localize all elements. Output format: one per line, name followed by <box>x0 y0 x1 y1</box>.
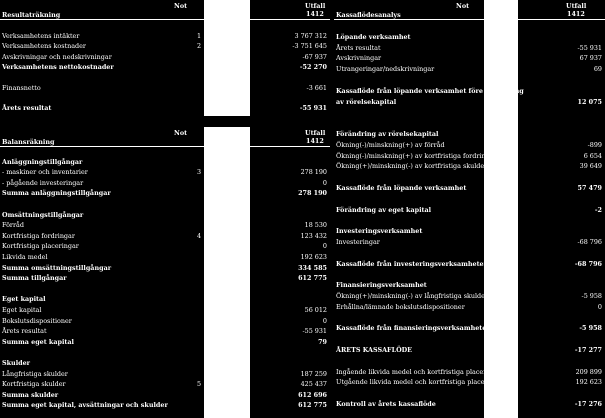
balance-sheet-row-label: Kortfristiga placeringar <box>2 242 79 251</box>
balance-sheet-row-value: 56 012 <box>304 306 327 314</box>
cash-flow-row-label: Utgående likvida medel och kortfristiga placeringar <box>336 378 505 387</box>
balance-sheet-row-value: 334 585 <box>298 263 327 272</box>
income-statement-row-label: Årets resultat <box>2 104 52 113</box>
income-statement-row-note: 1 <box>197 32 202 40</box>
balance-sheet-row-label: Summa eget kapital <box>2 337 74 346</box>
cash-flow-row <box>334 206 605 214</box>
cash-flow-row-label: Ökning(+)/minskning(-) av långfristiga skulder <box>336 292 488 300</box>
balance-sheet-row <box>0 327 330 335</box>
income-statement-row-label: Verksamhetens kostnader <box>2 42 86 51</box>
balance-sheet-row <box>0 285 330 293</box>
cash-flow-row <box>334 22 605 30</box>
income-statement-row-label: Verksamhetens intäkter <box>2 32 80 40</box>
cash-flow-row-value: 209 899 <box>575 367 602 376</box>
income-statement-row <box>0 94 330 102</box>
balance-sheet-row-value: 0 <box>322 178 327 187</box>
cash-flow-row-label: ÅRETS KASSAFLÖDE <box>336 346 413 354</box>
balance-sheet-title: Balansräkning <box>2 138 55 146</box>
income-statement-row-value: -67 937 <box>302 52 327 61</box>
cash-flow-row <box>334 249 605 257</box>
cash-flow-row <box>334 76 605 84</box>
income-statement-row <box>0 84 330 92</box>
balance-sheet-row-label: Anläggningstillgångar <box>2 157 83 166</box>
cash-flow-row-value: 67 937 <box>579 54 602 63</box>
balance-sheet-row-value: -55 931 <box>302 327 327 336</box>
income-statement-row <box>0 104 330 112</box>
balance-sheet-row-value: 612 696 <box>298 390 327 399</box>
cash-flow-row-label: Kontroll av årets kassaflöde <box>336 400 436 408</box>
balance-sheet-row-label: Likvida medel <box>2 253 48 261</box>
balance-sheet-row-value: 612 775 <box>298 274 327 283</box>
cash-flow-row-label: Förändring av eget kapital <box>336 205 432 214</box>
cash-flow-row <box>334 260 605 268</box>
income-statement-row <box>0 73 330 81</box>
cash-flow-header-line <box>334 19 605 20</box>
balance-sheet-row <box>0 242 330 250</box>
cash-flow-rows <box>334 22 605 416</box>
balance-sheet-row-label: Årets resultat <box>2 327 47 336</box>
cash-flow-row-label: Ingående likvida medel och kortfristiga placeringar <box>336 367 504 376</box>
cash-flow-row <box>334 270 605 278</box>
cash-flow-row-value: 192 623 <box>575 378 602 387</box>
balance-sheet-row-value: 425 437 <box>300 380 327 389</box>
cash-flow-row <box>334 324 605 332</box>
cash-flow-row <box>334 335 605 343</box>
balance-sheet-utfall-header: Utfall <box>305 129 326 137</box>
balance-sheet-row-note: 5 <box>197 380 202 389</box>
balance-sheet-row-label: Omsättningstillgångar <box>2 210 84 219</box>
income-statement-rows <box>0 32 330 116</box>
cash-flow-row <box>334 400 605 408</box>
balance-sheet-row-value: 0 <box>322 316 327 325</box>
cash-flow-row <box>334 162 605 170</box>
balance-sheet-row-value: 123 432 <box>300 231 327 240</box>
cash-flow-row-value: -17 277 <box>574 346 602 354</box>
cash-flow-row-label: Kassaflöde från löpande verksamhet före förändring <box>336 86 524 95</box>
cash-flow-row <box>334 33 605 41</box>
cash-flow-row <box>334 378 605 386</box>
income-statement-period-header: 1412 <box>306 10 324 18</box>
cash-flow-utfall-header: Utfall <box>566 2 587 10</box>
income-statement-title: Resultaträkning <box>2 11 61 19</box>
balance-sheet-row <box>0 317 330 325</box>
balance-sheet-row <box>0 338 330 346</box>
balance-sheet-row <box>0 264 330 272</box>
income-statement-note-header: Not <box>174 2 188 10</box>
balance-sheet-row-value: 0 <box>322 242 327 251</box>
cash-flow-row <box>334 357 605 365</box>
cash-flow-row <box>334 346 605 354</box>
income-statement-row-value: -3 661 <box>306 83 327 92</box>
balance-sheet-row-value: 187 259 <box>300 369 327 378</box>
income-statement-panel <box>0 0 330 116</box>
balance-sheet-note-header: Not <box>174 129 188 137</box>
cash-flow-row-label: Kassaflöde från finansieringsverksamheten <box>336 324 491 333</box>
cash-flow-row <box>334 44 605 52</box>
balance-sheet-period-header: 1412 <box>306 137 324 145</box>
balance-sheet-row-value: 278 190 <box>298 189 327 198</box>
balance-sheet-row-value: 79 <box>318 337 327 346</box>
income-statement-row-note: 2 <box>197 42 202 51</box>
cash-flow-row-label: av rörelsekapital <box>336 97 397 106</box>
cash-flow-row-value: -5 958 <box>581 292 602 300</box>
balance-sheet-row-label: - pågående investeringar <box>2 178 84 187</box>
cash-flow-row <box>334 281 605 289</box>
balance-sheet-row-label: Eget kapital <box>2 306 42 314</box>
balance-sheet-row <box>0 306 330 314</box>
cash-flow-row <box>334 227 605 235</box>
balance-sheet-row <box>0 147 330 155</box>
income-statement-row-value: -3 751 645 <box>292 42 327 51</box>
balance-sheet-row-label: Skulder <box>2 359 31 367</box>
income-statement-row-value: -55 931 <box>299 104 327 113</box>
income-statement-row-label: Verksamhetens nettokostnader <box>2 62 114 71</box>
cash-flow-title: Kassaflödesanalys <box>336 11 401 19</box>
cash-flow-row-value: 0 <box>597 302 602 311</box>
cash-flow-row-label: Utrangeringar/nedskrivningar <box>336 65 435 74</box>
cash-flow-row-label: Investeringsverksamhet <box>336 227 423 236</box>
balance-sheet-row-label: Summa anläggningstillgångar <box>2 189 111 198</box>
income-statement-utfall-header: Utfall <box>305 2 326 10</box>
balance-sheet-row <box>0 232 330 240</box>
balance-sheet-row-label: Förråd <box>2 221 24 230</box>
cash-flow-row <box>334 216 605 224</box>
balance-sheet-row-label: Bokslutsdispositioner <box>2 316 72 325</box>
income-statement-row <box>0 32 330 40</box>
balance-sheet-row-label: Långfristiga skulder <box>2 369 68 378</box>
cash-flow-row-label: Kassaflöde från investeringsverksamheten <box>336 259 489 268</box>
cash-flow-row-value: 69 <box>593 65 602 74</box>
cash-flow-row-label: Erhållna/lämnade bokslutsdispositioner <box>336 302 465 311</box>
balance-sheet-row <box>0 391 330 399</box>
cash-flow-row <box>334 173 605 181</box>
balance-sheet-row-value: 278 190 <box>300 168 327 177</box>
cash-flow-row-value: -2 <box>594 205 602 214</box>
cash-flow-row-value: -17 276 <box>574 400 602 408</box>
balance-sheet-panel <box>0 127 330 418</box>
cash-flow-row <box>334 54 605 62</box>
cash-flow-row-value: 12 075 <box>577 97 602 106</box>
cash-flow-period-header: 1412 <box>567 10 585 18</box>
cash-flow-row <box>334 119 605 127</box>
cash-flow-row <box>334 314 605 322</box>
cash-flow-row <box>334 98 605 106</box>
cash-flow-row-value: 57 479 <box>577 184 602 192</box>
cash-flow-row <box>334 238 605 246</box>
cash-flow-row <box>334 65 605 73</box>
cash-flow-row-value: -55 931 <box>577 43 602 52</box>
cash-flow-row-label: Förändring av rörelsekapital <box>336 130 439 138</box>
cash-flow-row-value: -5 958 <box>579 324 602 333</box>
income-statement-row-value: 3 767 312 <box>294 32 327 40</box>
balance-sheet-row-label: Eget kapital <box>2 295 46 304</box>
cash-flow-row-label: Investeringar <box>336 238 380 246</box>
balance-sheet-row <box>0 200 330 208</box>
cash-flow-note-header: Not <box>456 2 470 10</box>
balance-sheet-row-label: - maskiner och inventarier <box>2 168 88 177</box>
balance-sheet-row-label: Summa omsättningstillgångar <box>2 263 112 272</box>
cash-flow-row-value: -68 796 <box>574 259 602 268</box>
balance-sheet-row <box>0 168 330 176</box>
cash-flow-panel <box>334 0 605 418</box>
cash-flow-row-value: -899 <box>587 140 602 149</box>
income-statement-row-label: Avskrivningar och nedskrivningar <box>2 52 112 61</box>
balance-sheet-row <box>0 221 330 229</box>
balance-sheet-row <box>0 380 330 388</box>
income-statement-row <box>0 42 330 50</box>
balance-sheet-row <box>0 359 330 367</box>
balance-sheet-row <box>0 295 330 303</box>
balance-sheet-row <box>0 401 330 409</box>
cash-flow-row-label: Kassaflöde från löpande verksamhet <box>336 184 467 192</box>
balance-sheet-row <box>0 158 330 166</box>
balance-sheet-row-note: 3 <box>197 168 202 177</box>
balance-sheet-row-value: 612 775 <box>298 401 327 410</box>
balance-sheet-row <box>0 179 330 187</box>
income-statement-row-value: -52 270 <box>299 62 327 71</box>
income-statement-header-line <box>0 19 330 20</box>
cash-flow-row <box>334 303 605 311</box>
cash-flow-row-label: Finansieringsverksamhet <box>336 281 427 290</box>
cash-flow-row <box>334 184 605 192</box>
cash-flow-row <box>334 195 605 203</box>
cash-flow-row-label: Ökning(-)/minskning(+) av förråd <box>336 140 445 149</box>
cash-flow-row <box>334 152 605 160</box>
balance-sheet-row <box>0 370 330 378</box>
cash-flow-row <box>334 368 605 376</box>
cash-flow-row <box>334 292 605 300</box>
cash-flow-row-value: 39 649 <box>579 162 602 171</box>
cash-flow-row-label: Löpande verksamhet <box>336 32 411 41</box>
balance-sheet-rows <box>0 147 330 417</box>
cash-flow-row-value: 6 654 <box>583 151 602 160</box>
balance-sheet-row-label: Kortfristiga skulder <box>2 380 66 389</box>
cash-flow-row-label: Ökning(-)/minskning(+) av kortfristiga fordringar <box>336 151 497 160</box>
cash-flow-row-label: Årets resultat <box>336 43 381 52</box>
cash-flow-row <box>334 389 605 397</box>
cash-flow-row <box>334 108 605 116</box>
balance-sheet-row-label: Summa eget kapital, avsättningar och skulder <box>2 401 168 410</box>
balance-sheet-row-label: Summa skulder <box>2 390 59 399</box>
balance-sheet-row-label: Kortfristiga fordringar <box>2 231 75 240</box>
cash-flow-row <box>334 130 605 138</box>
balance-sheet-row <box>0 348 330 356</box>
cash-flow-row-label: Avskrivningar <box>336 54 382 63</box>
balance-sheet-row-value: 192 623 <box>300 253 327 261</box>
balance-sheet-row <box>0 189 330 197</box>
cash-flow-row-label: Ökning(+)/minskning(-) av kortfristiga skulder <box>336 162 488 171</box>
income-statement-row <box>0 63 330 71</box>
cash-flow-row <box>334 141 605 149</box>
cash-flow-row <box>334 87 605 95</box>
balance-sheet-row-value: 18 530 <box>304 221 327 230</box>
balance-sheet-row-note: 4 <box>197 231 202 240</box>
cash-flow-row-value: -68 796 <box>577 238 602 246</box>
income-statement-row <box>0 53 330 61</box>
balance-sheet-row <box>0 274 330 282</box>
income-statement-row-label: Finansnetto <box>2 83 41 92</box>
balance-sheet-row <box>0 211 330 219</box>
balance-sheet-row-label: Summa tillgångar <box>2 274 67 283</box>
balance-sheet-row <box>0 253 330 261</box>
